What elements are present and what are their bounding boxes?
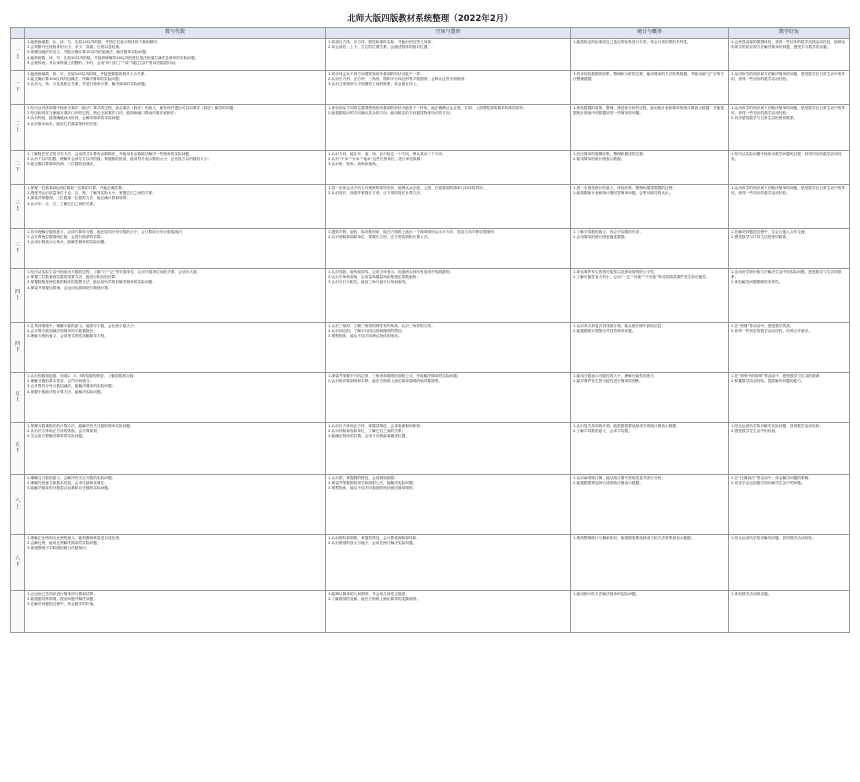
content-cell: [326, 323, 571, 373]
content-cell: [25, 591, 326, 633]
cell-line: 2.会计算小数加减法和简单的小数乘除法；: [27, 329, 97, 334]
cell-line: 2.初步感受数学与日常生活的密切联系。: [731, 116, 798, 121]
table-row: [11, 185, 850, 229]
cell-line: 1.综合运用所学知识解决问题，获得数学活动经验。: [731, 536, 816, 540]
cell-line: 2.体会前后、上下、左右的位置关系，会描述物体的相对位置。: [328, 45, 432, 50]
cell-line: 2.能正确计算100以内的加减法，并解决简单的实际问题；: [27, 77, 123, 82]
content-cell: [571, 423, 729, 475]
cell-line: 2.认识周长，探索并掌握长方形、正方形的周长计算方法。: [328, 191, 424, 196]
grade-cell: 一下: [11, 71, 25, 105]
grade-cell: 五上: [11, 373, 25, 423]
content-cell: [571, 269, 729, 323]
grade-cell: 三下: [11, 229, 25, 269]
cell-line: 1.体验数据的收集、整理、描述和分析的过程，能用统计表和简单的统计图表示数据，并能根据统计图表中的数据回答一些简单的问题。: [573, 106, 725, 116]
cell-line: 2.能根据统计表和统计图回答简单问题，会等可能性的认识。: [573, 191, 673, 196]
content-cell: [25, 185, 326, 229]
cell-line: 3.掌握加减法的含义，并能正确计算10以内的加减法，解决简单实际问题；: [27, 50, 150, 55]
grade-cell: 二下: [11, 151, 25, 185]
table-header-row: [11, 28, 850, 39]
content-cell: [326, 373, 571, 423]
content-cell: [571, 229, 729, 269]
content-cell: [729, 105, 850, 151]
table-row: [11, 269, 850, 323]
cell-line: 1.认识圆，掌握圆的特征，会用圆规画圆；: [328, 476, 398, 480]
cell-line: 1.认识圆柱和圆锥，掌握其特征，会计算表面积和体积；: [328, 536, 421, 540]
content-cell: [326, 269, 571, 323]
cell-line: 1.能用分数表示可能性的大小，理解可能性的意义；: [573, 374, 658, 378]
cell-line: 4.探索并掌握运算律，会运用运算律进行简便计算。: [27, 285, 112, 290]
grade-cell: 五下: [11, 423, 25, 475]
cell-line: 2.了解图形的变换，能在方格纸上画出简单的变换图形。: [328, 597, 421, 602]
cell-line: 1.体验数学活动的乐趣。: [731, 592, 772, 596]
cell-line: 2.感受并认识质量单位千克、克、吨，了解其实际大小，掌握它们之间的关系；: [27, 191, 156, 196]
cell-line: 1.经历简单的数据收集、整理和描述的过程；: [573, 152, 647, 156]
cell-line: 4.认识厘米和米，能用它们测量物体的长度。: [27, 121, 101, 126]
cell-line: 2.经历和同伴交流编写乘法口诀的过程，熟记全部乘法口诀，能熟练地口算表内乘法和除法；: [27, 111, 179, 116]
cell-line: 1.知道长方体、正方体、圆柱和球的名称，并能识别这些几何体；: [328, 40, 435, 44]
cell-line: 2.认识图形的放大与缩小，会用比例尺解决实际问题。: [328, 541, 417, 546]
content-cell: [571, 39, 729, 71]
content-cell: [729, 423, 850, 475]
content-cell: [729, 229, 850, 269]
cell-line: 2.会判断并比较物体的大小、多少、高矮、长短以及轻重；: [27, 45, 123, 50]
content-cell: [571, 535, 729, 591]
cell-line: 2.会解比例，能用比例解决简单的实际问题；: [27, 541, 101, 546]
cell-line: 1.在“密铺”等活动中，感受数学的美；: [731, 324, 794, 328]
cell-line: 5.会看钟表，并认读钟面上的整时、半时，会用“时几时了”“成”“刚过几时”等词语描述时间。: [27, 60, 179, 65]
cell-line: 3.认识元、角、分及其相互关系，并进行简单计算，解决简单的实际问题。: [27, 82, 149, 87]
cell-line: 1.进一步体会从不同方向观察物体的形状，能辨认从正面、上面、右面看到的简单几何体的形状；: [328, 186, 487, 190]
content-cell: [25, 535, 326, 591]
header-space-geometry: 空间与图形: [326, 28, 571, 39]
header-number-algebra: 数与代数: [25, 28, 326, 39]
cell-line: 3.系统整理小学阶段的数与代数知识。: [27, 546, 90, 551]
cell-line: 2.感受数学在生活中的价值。: [731, 429, 779, 434]
cell-line: 4.认识年、月、日，了解它们之间的关系。: [27, 201, 97, 206]
content-cell: [571, 71, 729, 105]
table-row: [11, 105, 850, 151]
cell-line: 2.理解分数的基本性质，会约分和通分；: [27, 379, 94, 384]
table-row: [11, 423, 850, 475]
table-row: [11, 229, 850, 269]
cell-line: 2.了解平均数的意义，会求平均数。: [573, 429, 632, 434]
cell-line: 1.在解决问题的过程中，学会与他人合作交流；: [731, 230, 809, 234]
grade-cell: 六上: [11, 475, 25, 535]
cell-line: 1.初步理解分数的意义，会读写简单分数，能比较同分母分数的大小，会计算同分母分数加减法；: [27, 230, 186, 234]
cell-line: 2.认识长方体和正方体的体积，会计算体积；: [27, 429, 101, 434]
header-math-fun: 数学好玩: [729, 28, 850, 39]
cell-line: 1.掌握分数乘除法的计算方法，能解决有关分数的简单实际问题；: [27, 424, 134, 428]
cell-line: 1.能用统计的方法解决简单的实际问题。: [573, 592, 640, 596]
cell-line: 1.能熟练地数、认、读、写、比较10以内的数，并指它们表示物体的个数和顺序；: [27, 40, 161, 44]
content-cell: [729, 269, 850, 323]
table-row: [11, 373, 850, 423]
cell-line: 1.能辨认简单的几何图形，并会用几何语言描述；: [328, 592, 409, 596]
grade-cell: 四上: [11, 269, 25, 323]
cell-line: 3.观察物体，能从不同方向看到的形状画出简单图形。: [328, 486, 417, 491]
cell-line: 3.掌握除数是两位数的除法的笔算方法，能运用所学知识解决简单的实际问题；: [27, 280, 156, 285]
cell-line: 2.认识长方形、正方形、三角形、圆和平行四边形等平面图形，会辨认这些平面图形；: [328, 77, 468, 82]
cell-line: 2.探索并掌握圆的周长和面积公式，能解决实际问题；: [328, 481, 417, 486]
grade-cell: 二上: [11, 105, 25, 151]
cell-line: 3.理解方程的意义，会用等式的性质解简单方程。: [27, 334, 108, 339]
cell-line: 1.掌握一位数乘(除)两位数和三位数的计算，并能正确估算；: [27, 186, 126, 190]
cell-line: 2.认识平角和周角，会用量角器量角和按指定度数画角；: [328, 275, 421, 280]
content-cell: [326, 591, 571, 633]
cell-line: 1.理解百分数的意义，会解决有关百分数的实际问题；: [27, 476, 116, 480]
cell-line: 1.运用所学的知识和方法解决简单的问题，感受数学在日常生活中的作用，获得一些初步的数学活动经验；: [731, 106, 846, 116]
cell-line: 1.经历从实际问题中抽象出数学问题的过程，获得初步的数学活动经验。: [731, 152, 842, 162]
cell-line: 3.会用小数表示元角分，能解决简单的实际问题。: [27, 240, 108, 245]
content-cell: [25, 229, 326, 269]
cell-line: 1.经历从实际生活中抽象出大数的过程，了解“万”“亿”等计数单位，认识计数单位间的关系，会读写大数；: [27, 270, 201, 274]
cell-line: 2.认识体积和容积单位，了解它们之间的关系；: [328, 429, 406, 434]
content-cell: [326, 39, 571, 71]
content-cell: [326, 71, 571, 105]
cell-line: 2.认识轴对称图形和平移，能在方格纸上画出简单图形的轴对称图形。: [328, 379, 443, 384]
content-cell: [571, 151, 729, 185]
content-cell: [729, 535, 850, 591]
grade-cell: 六下: [11, 535, 25, 591]
cell-line: 1.能按给定的标准或自己选定的标准进行分类，体会分类结果的多样性。: [573, 40, 691, 44]
cell-line: 1.认识三角形，了解三角形的特性和内角和，认识三角形的分类；: [328, 324, 435, 328]
cell-line: 3.能确定物体的位置，会用方向和距离描述位置。: [328, 434, 409, 439]
cell-line: 1.进一步感受统计的意义，体验收集、整理和描述数据的过程；: [573, 186, 677, 190]
cell-line: 3.在解决问题的过程中，体会数学的价值。: [27, 602, 97, 607]
content-cell: [25, 323, 326, 373]
cell-line: 1.运用所学的知识和方法解决简单的问题，感受数学在日常生活中的作用，获得一些初步的数学活动经验。: [731, 72, 846, 82]
page-title: 北师大版四版教材系统整理（2022年2月）: [347, 14, 513, 24]
content-cell: [571, 185, 729, 229]
cell-line: 1.了解平均数的意义，体会平均数的作用；: [573, 230, 643, 234]
cell-line: 2.能根据统计图提出并回答简单问题。: [573, 329, 636, 334]
table-row: [11, 71, 850, 105]
cell-line: 2.能根据需要选择合适的统计图表示数据。: [573, 481, 643, 486]
cell-line: 1.初步体会从不同方向观察物体所看到的形状可能不一样；: [328, 72, 424, 76]
cell-line: 2.会计算两位数乘两位数，会进行简单的估算；: [27, 235, 105, 240]
content-cell: [729, 39, 850, 71]
content-cell: [25, 71, 326, 105]
content-cell: [326, 535, 571, 591]
cell-line: 1.会运用已学知识进行简单的计算和估算；: [27, 592, 97, 596]
grade-cell: [11, 591, 25, 633]
cell-line: 1.认识线段、射线和直线，会用字母表示，知道两点间所有连线中线段最短；: [328, 270, 454, 274]
header-grade: [11, 28, 25, 39]
cell-line: 1.认识单式和复式折线统计图，能从统计图中获取信息；: [573, 324, 666, 328]
content-cell: [25, 475, 326, 535]
cell-line: 1.运用所学知识和方法解决生活中的实际问题，感受数学与生活的联系；: [731, 270, 842, 280]
cell-line: 1.系统整理统计与概率知识，能根据需要选择适当的方法收集和表示数据。: [573, 536, 695, 540]
cell-line: 2.认识面积和面积单位，掌握长方形、正方形的面积计算公式。: [328, 235, 432, 240]
cell-line: 1.了解除法竖式的书写方法，会用竖式计算有余数除法，并能用有余数除法解决一些简单的实际问题；: [27, 152, 193, 156]
cell-line: 3.认识立体图形与平面图形之间的联系，体会面在体上。: [328, 82, 421, 87]
cell-line: 2.理解比的意义和基本性质，会求比值和化简比；: [27, 481, 108, 486]
cell-line: 3.探索并掌握两、三位数乘一位数的方法，能正确计算和验算；: [27, 196, 131, 201]
cell-line: 2.获得一些初步的数学活动经验，培养合作意识。: [731, 329, 812, 334]
table-row: [11, 475, 850, 535]
table-row: [11, 591, 850, 633]
cell-line: 4.能熟练数、读、写、比较20以内的数，并能熟练解决20以内的进位加法和退位减法及简单的实际问题；: [27, 55, 199, 60]
table-row: [11, 39, 850, 71]
cell-line: 1.认识复式条形统计图，能根据需要选择适当的统计图表示数据；: [573, 424, 680, 428]
content-cell: [729, 151, 850, 185]
cell-line: 2.认识“千米”“分米”“毫米”这些长度单位，进行单位换算；: [328, 157, 425, 162]
content-cell: [729, 71, 850, 105]
content-cell: [729, 185, 850, 229]
cell-line: 2.认识千以内的数，理解并会读写万以内的数，掌握数的组成，能用符号表示数的大小，会比较万以内数的大小；: [27, 157, 212, 162]
cell-line: 1.综合运用所学知识解决实际问题，获得数学活动经验；: [731, 424, 824, 428]
curriculum-table: [10, 27, 850, 633]
cell-line: 1.体验到从不同的位置观察物体所看到的形状可能是不一样的，能正确辨认从正面、右面、上面观察到的简单物体的形状；: [328, 106, 527, 110]
cell-line: 1.认识因数和倍数，知道2、3、5的倍数的特征，了解质数和合数；: [27, 374, 138, 378]
cell-line: 2.能用简单的统计图表示数据。: [573, 157, 625, 162]
cell-line: 1.感知平移、旋转、轴对称现象，能在方格纸上画出一个简单图形沿水平方向、竖直方向平移后的图形；: [328, 230, 498, 234]
cell-line: 3.认识钟表，能准确地读出时间，会解决简单的实际问题；: [27, 116, 123, 121]
content-cell: [571, 105, 729, 151]
content-cell: [326, 105, 571, 151]
cell-line: 3.观察物体，能从不同方向辨认物体的形状。: [328, 334, 402, 339]
content-cell: [25, 423, 326, 475]
cell-line: 1.认识方向，能在东、南、西、北中给定一个方向，辨认其余三个方向；: [328, 152, 446, 156]
cell-line: 2.初步学会运用数学知识解决生活中的问题。: [731, 481, 805, 486]
table-row: [11, 535, 850, 591]
cell-line: 4.掌握小数除法的计算方法，能解决实际问题。: [27, 389, 105, 394]
content-cell: [25, 269, 326, 323]
content-cell: [729, 475, 850, 535]
content-cell: [571, 373, 729, 423]
content-cell: [729, 591, 850, 633]
cell-line: 1.在具体情境中，理解小数的意义，能读写小数，会比较小数大小；: [27, 324, 138, 328]
cell-line: 3.认识角、锐角、直角和钝角。: [328, 162, 380, 167]
content-cell: [729, 373, 850, 423]
cell-line: 1.体验事件发生的等可能性以及游戏规则的公平性；: [573, 270, 658, 274]
cell-line: 1.能熟练地数、读、写、比较100以内的数，并能把握数的相对大小关系；: [27, 72, 149, 76]
content-cell: [729, 323, 850, 373]
cell-line: 1.在“图形中的规律”等活动中，感受数学与生活的联系；: [731, 374, 824, 378]
cell-line: 1.认识长方体和正方体，掌握其特征，会求表面积和体积；: [328, 424, 424, 428]
content-cell: [25, 151, 326, 185]
cell-line: 3.会计算异分母分数加减法，能解决简单的实际问题；: [27, 384, 116, 389]
cell-line: 2.感受数学与日常生活的密切联系。: [731, 235, 790, 240]
cell-line: 2.积累数学活动经验，提高解决问题的能力。: [731, 379, 805, 384]
cell-line: 1.运用所学的知识和方法解决简单的问题，感受数学在日常生活中的作用，获得一些初步的数学活动经验。: [731, 186, 846, 196]
grade-cell: 四下: [11, 323, 25, 373]
grade-cell: 一上: [11, 39, 25, 71]
cell-line: 2.体验解决问题策略的多样性。: [731, 280, 783, 285]
content-cell: [571, 475, 729, 535]
content-cell: [25, 39, 326, 71]
cell-line: 3.能正确口算简单的两、三位数的加减法。: [27, 162, 97, 167]
header-statistics: 统计与概率: [571, 28, 729, 39]
content-cell: [326, 185, 571, 229]
cell-line: 1.认识扇形统计图，能从统计图中获取信息并进行分析；: [573, 476, 666, 480]
grade-cell: 三上: [11, 185, 25, 229]
cell-line: 1.理解正比例和反比例的意义，能判断两种量是否成比例；: [27, 536, 123, 540]
cell-line: 1.会获得直接的情感体验，获得一些初步的数学实践活动经验，能够运用所学的知识和方法解决简单的问题，感受学习数学的乐趣。: [731, 40, 846, 50]
content-cell: [25, 105, 326, 151]
cell-line: 2.了解可能性有大有小，会用“一定”“可能”“不可能”等词语描述事件发生的可能性。: [573, 275, 710, 280]
cell-line: 2.会用简单的统计图表描述数据。: [573, 235, 629, 240]
cell-line: 2.能根据具体情境，提出问题并解决问题；: [27, 597, 97, 602]
table-row: [11, 323, 850, 373]
cell-line: 1.探索并掌握平行四边形、三角形和梯形的面积公式，并能解决简单的实际问题；: [328, 374, 461, 378]
content-cell: [326, 151, 571, 185]
cell-line: 2.能对事件发生的可能性进行简单的判断。: [573, 379, 643, 384]
cell-line: 3.认识平行与相交，能用三角尺画平行线和垂线。: [328, 280, 409, 285]
table-row: [11, 151, 850, 185]
content-cell: [326, 475, 571, 535]
content-cell: [25, 373, 326, 423]
content-cell: [326, 229, 571, 269]
cell-line: 3.能解决简单的分数混合运算和百分数的实际问题。: [27, 486, 112, 491]
cell-line: 1.经历从具体情境中抽象出乘法（除法）算式的过程，体会乘法（除法）的意义，能发现并提出可以用乘法（除法）解决的问题；: [27, 106, 238, 110]
cell-line: 3.学会用方程解决简单的实际问题。: [27, 434, 86, 439]
cell-line: 1.在“比赛场次”等活动中，体会解决问题的策略；: [731, 476, 813, 480]
content-cell: [571, 591, 729, 633]
content-cell: [326, 423, 571, 475]
cell-line: 2.掌握三位数乘两位数的笔算方法，能进行相应的估算；: [27, 275, 120, 280]
cell-line: 1.初步体验数据的收集、整理和分析的过程，能用简单的方法收集数据，并能用画“正”字等方法整理数据。: [573, 72, 725, 82]
content-cell: [571, 323, 729, 373]
cell-line: 2.认识四边形，了解平行四边形和梯形的特征；: [328, 329, 406, 334]
cell-line: 2.能根据给出的方向确认其余的方向，能用给定的方向描述物体所在的方向。: [328, 111, 454, 116]
